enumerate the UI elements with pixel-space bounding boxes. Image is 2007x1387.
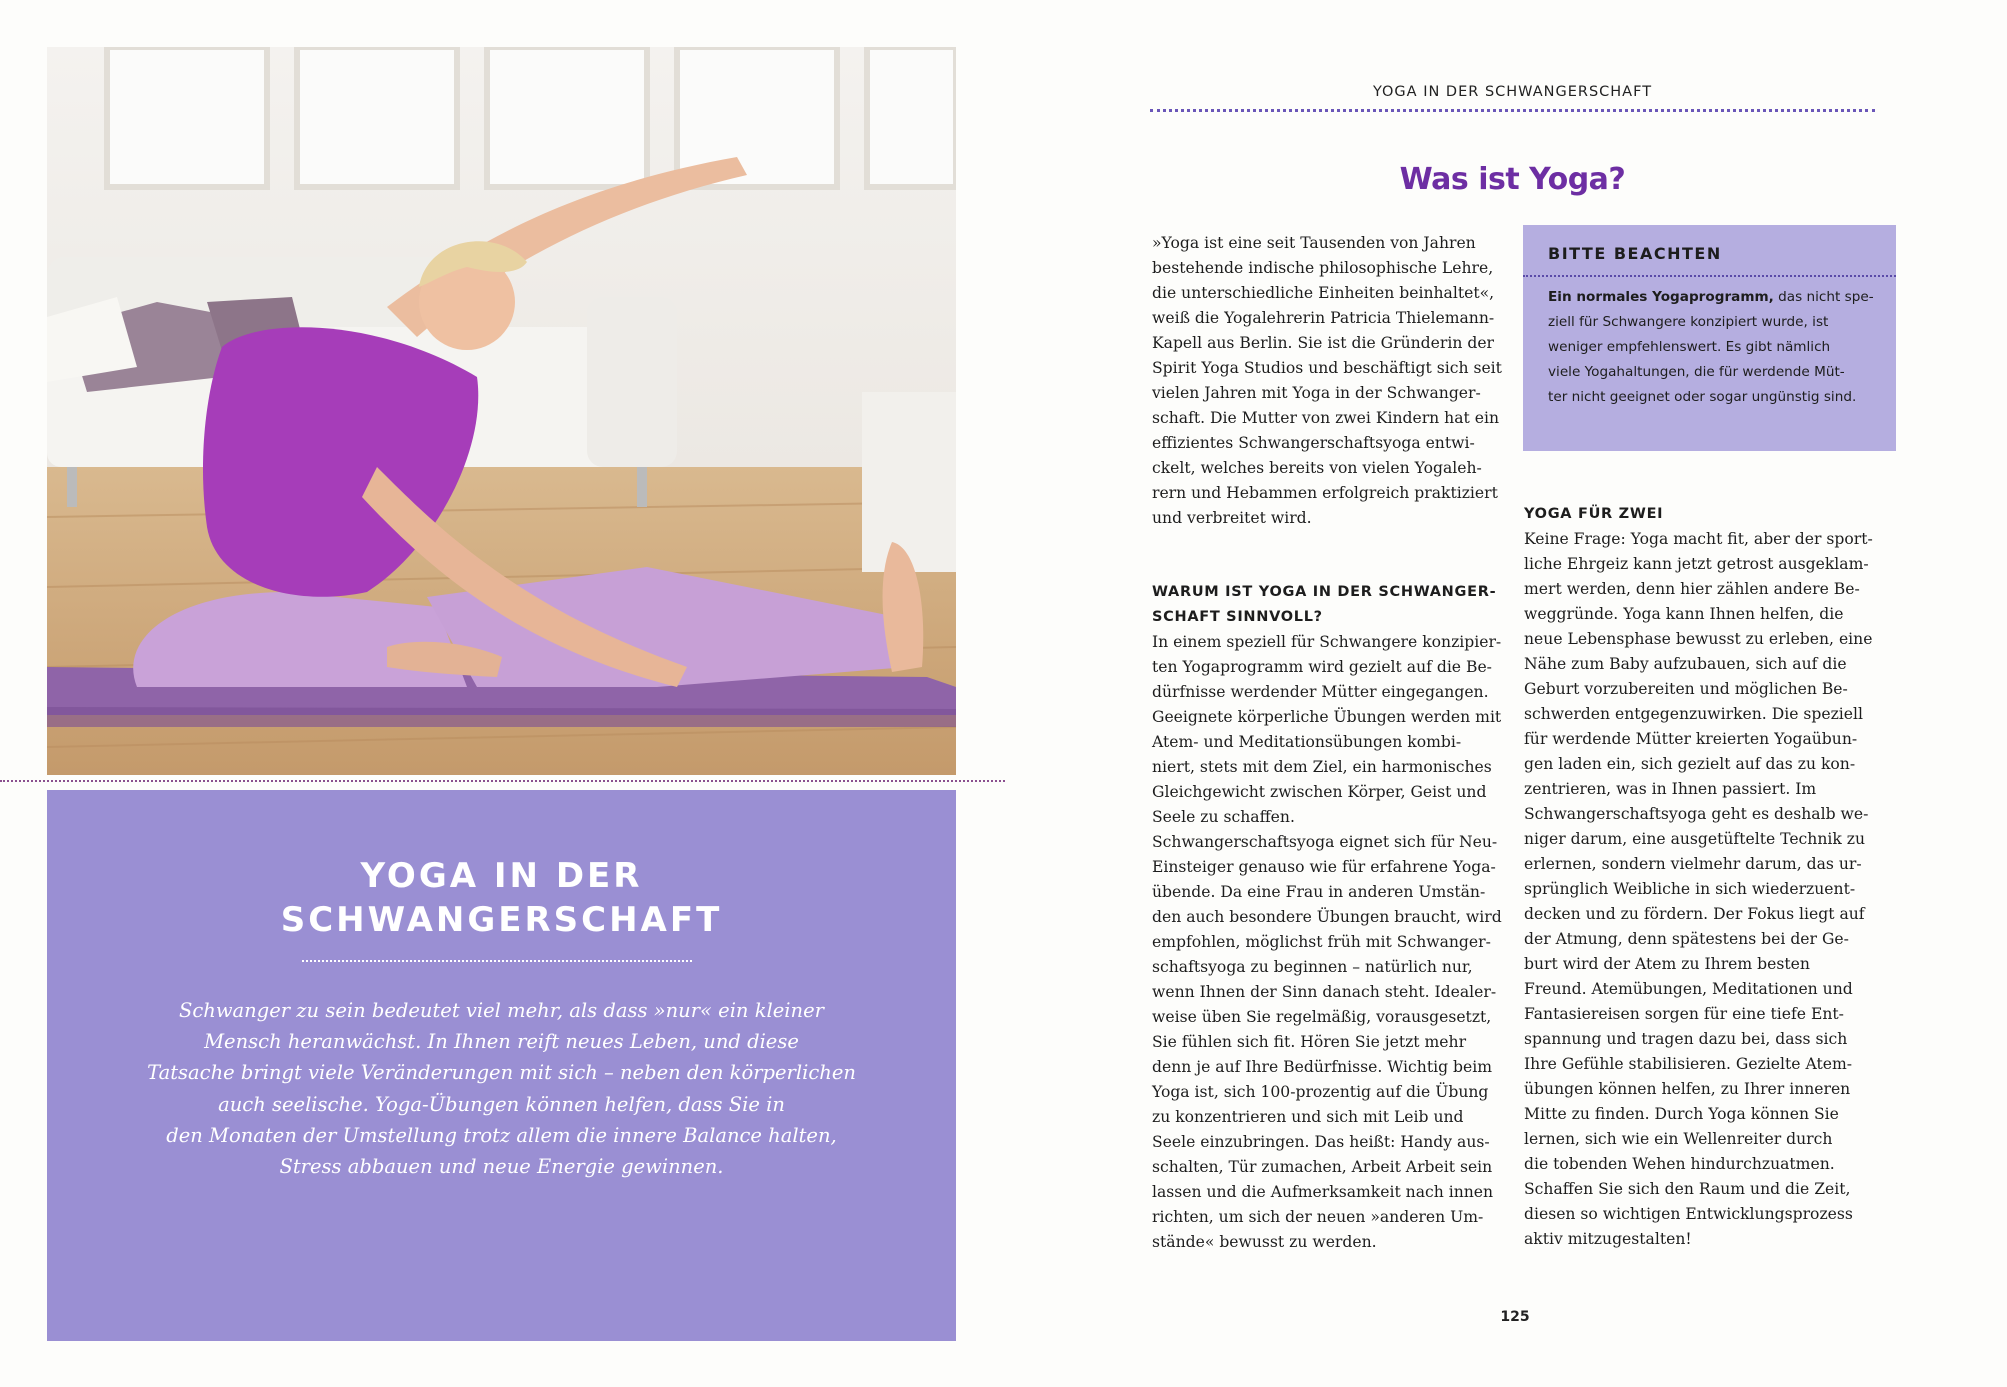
yoga-photo	[47, 47, 956, 775]
text-line: spannung und tragen dazu bei, dass sich	[1524, 1030, 1848, 1048]
text-line: liche Ehrgeiz kann jetzt getrost ausgeklam-	[1524, 555, 1869, 573]
section-1-text	[1152, 630, 1504, 1255]
text-line: stände« bewusst zu werden.	[1152, 1233, 1377, 1251]
intro-title	[47, 854, 956, 942]
page-title: Was ist Yoga?	[1399, 162, 1626, 197]
note-box	[1523, 225, 1896, 451]
text-line: die tobenden Wehen hindurchzuatmen.	[1524, 1155, 1835, 1173]
text-line: Ihre Gefühle stabilisieren. Gezielte Atem-	[1524, 1055, 1853, 1073]
text-line: Sie fühlen sich fit. Hören Sie jetzt mehr	[1152, 1033, 1467, 1051]
text-line: denn je auf Ihre Bedürfnisse. Wichtig beim	[1152, 1058, 1492, 1076]
text-line: niger darum, eine ausgetüftelte Technik zu	[1524, 830, 1866, 848]
note-text-line: ziell für Schwangere konzipiert wurde, ist	[1548, 314, 1829, 330]
text-line: Yoga ist, sich 100-prozentig auf die Übung	[1152, 1083, 1489, 1101]
text-line: In einem speziell für Schwangere konzipier-	[1152, 633, 1502, 651]
text-line: die unterschiedliche Einheiten beinhaltet«,	[1152, 284, 1495, 302]
intro-text-line: Mensch heranwächst. In Ihnen reift neues Leben, und diese	[204, 1030, 799, 1054]
text-line: ckelt, welches bereits von vielen Yogaleh-	[1152, 459, 1482, 477]
text-line: der Atmung, denn spätestens bei der Ge-	[1524, 930, 1849, 948]
page-number: 125	[1500, 1309, 1530, 1325]
left-page-divider	[0, 780, 1005, 782]
section-2-heading	[1524, 502, 1663, 527]
note-bold-lead: Ein normales Yogaprogramm,	[1548, 289, 1774, 305]
text-line: Schaffen Sie sich den Raum und die Zeit,	[1524, 1180, 1851, 1198]
intro-text-line: auch seelische. Yoga-Übungen können helfen, dass Sie in	[218, 1092, 785, 1116]
note-first-line-rest: das nicht spe-	[1773, 289, 1874, 305]
text-line: Keine Frage: Yoga macht fit, aber der sport-	[1524, 530, 1873, 548]
text-line: übungen können helfen, zu Ihrer inneren	[1524, 1080, 1851, 1098]
section-2-heading-text: YOGA FÜR ZWEI	[1524, 506, 1664, 522]
note-title: BITTE BEACHTEN	[1548, 244, 1722, 263]
text-line: Geeignete körperliche Übungen werden mit	[1152, 708, 1502, 726]
text-line: rern und Hebammen erfolgreich praktiziert	[1152, 484, 1498, 502]
text-line: Schwangerschaftsyoga eignet sich für Neu-	[1152, 833, 1498, 851]
text-line: weise üben Sie regelmäßig, vorausgesetzt,	[1152, 1008, 1492, 1026]
intro-text-line: Stress abbauen und neue Energie gewinnen.	[279, 1155, 724, 1179]
text-line: den auch besondere Übungen braucht, wird	[1152, 908, 1502, 926]
text-line: effizientes Schwangerschaftsyoga entwi-	[1152, 434, 1475, 452]
text-line: schalten, Tür zumachen, Arbeit Arbeit sein	[1152, 1158, 1493, 1176]
text-line: sprünglich Weibliche in sich wiederzuent-	[1524, 880, 1856, 898]
running-head-rule	[1150, 109, 1875, 112]
text-line: Seele einzubringen. Das heißt: Handy aus-	[1152, 1133, 1490, 1151]
text-line: Geburt vorzubereiten und möglichen Be-	[1524, 680, 1848, 698]
text-line: ten Yogaprogramm wird gezielt auf die Be-	[1152, 658, 1492, 676]
intro-text-line: den Monaten der Umstellung trotz allem die innere Balance halten,	[166, 1123, 837, 1147]
text-line: Kapell aus Berlin. Sie ist die Gründerin der	[1152, 334, 1494, 352]
text-line: Fantasiereisen sorgen für eine tiefe Ent-	[1524, 1005, 1844, 1023]
note-text-line	[1548, 285, 1888, 310]
text-line: übende. Da eine Frau in anderen Umstän-	[1152, 883, 1486, 901]
text-line: weggründe. Yoga kann Ihnen helfen, die	[1524, 605, 1844, 623]
section-2-text	[1524, 527, 1876, 1252]
text-line: zentrieren, was in Ihnen passiert. Im	[1524, 780, 1817, 798]
intro-text-line: Schwanger zu sein bedeutet viel mehr, als dass »nur« ein kleiner	[179, 999, 824, 1022]
text-line: gen laden ein, sich gezielt auf das zu kon-	[1524, 755, 1856, 773]
text-line: Gleichgewicht zwischen Körper, Geist und	[1152, 783, 1487, 801]
note-text	[1548, 285, 1888, 410]
text-line: niert, stets mit dem Ziel, ein harmonisches	[1152, 758, 1492, 776]
note-text-line: ter nicht geeignet oder sogar ungünstig sind.	[1548, 389, 1857, 405]
text-line: lassen und die Aufmerksamkeit nach innen	[1152, 1183, 1494, 1201]
text-line: vielen Jahren mit Yoga in der Schwanger-	[1152, 384, 1481, 402]
section-1-heading-line: WARUM IST YOGA IN DER SCHWANGER-	[1152, 584, 1497, 600]
text-line: Atem- und Meditationsübungen kombi-	[1152, 733, 1462, 751]
text-line: neue Lebensphase bewusst zu erleben, eine	[1524, 630, 1873, 648]
text-line: Schwangerschaftsyoga geht es deshalb we-	[1524, 805, 1869, 823]
text-line: erlernen, sondern vielmehr darum, das ur-	[1524, 855, 1862, 873]
text-line: diesen so wichtigen Entwicklungsprozess	[1524, 1205, 1853, 1223]
text-line: für werdende Mütter kreierten Yogaübun-	[1524, 730, 1858, 748]
text-line: bestehende indische philosophische Lehre,	[1152, 259, 1494, 277]
text-line: decken und zu fördern. Der Fokus liegt auf	[1524, 905, 1865, 923]
text-line: schwerden entgegenzuwirken. Die speziell	[1524, 705, 1863, 723]
intro-text-line: Tatsache bringt viele Veränderungen mit sich – neben den körperlichen	[147, 1061, 856, 1085]
pregnant-woman-yoga-image	[47, 47, 956, 775]
intro-title-line: YOGA IN DER	[360, 856, 643, 896]
text-line: Spirit Yoga Studios und beschäftigt sich seit	[1152, 359, 1502, 377]
text-line: Seele zu schaffen.	[1152, 808, 1295, 826]
running-head: YOGA IN DER SCHWANGERSCHAFT	[1372, 84, 1653, 100]
text-line: lernen, sich wie ein Wellenreiter durch	[1524, 1130, 1833, 1148]
text-line: richten, um sich der neuen »anderen Um-	[1152, 1208, 1484, 1226]
text-line: schaft. Die Mutter von zwei Kindern hat ein	[1152, 409, 1499, 427]
section-1-heading-line: SCHAFT SINNVOLL?	[1152, 609, 1323, 625]
note-text-line: viele Yogahaltungen, die für werdende Müt-	[1548, 364, 1845, 380]
intro-dotted-rule	[302, 960, 692, 962]
text-line: zu konzentrieren und sich mit Leib und	[1152, 1108, 1464, 1126]
paragraph-1	[1152, 231, 1504, 531]
text-line: und verbreitet wird.	[1152, 509, 1312, 527]
intro-text	[147, 995, 856, 1182]
text-line: schaftsyoga zu beginnen – natürlich nur,	[1152, 958, 1473, 976]
text-line: aktiv mitzugestalten!	[1524, 1230, 1692, 1248]
text-line: Mitte zu finden. Durch Yoga können Sie	[1524, 1105, 1839, 1123]
text-line: Nähe zum Baby aufzubauen, sich auf die	[1524, 655, 1847, 673]
text-line: wenn Ihnen der Sinn danach steht. Idealer-	[1152, 983, 1497, 1001]
text-line: dürfnisse werdender Mütter eingegangen.	[1152, 683, 1489, 701]
text-line: mert werden, denn hier zählen andere Be-	[1524, 580, 1860, 598]
intro-title-line: SCHWANGERSCHAFT	[280, 900, 723, 940]
note-text-line: weniger empfehlenswert. Es gibt nämlich	[1548, 339, 1831, 355]
intro-box	[47, 790, 956, 1341]
text-line: Freund. Atemübungen, Meditationen und	[1524, 980, 1853, 998]
text-line: burt wird der Atem zu Ihrem besten	[1524, 955, 1810, 973]
note-dotted-rule	[1523, 275, 1896, 277]
text-line: Einsteiger genauso wie für erfahrene Yoga-	[1152, 858, 1496, 876]
text-line: empfohlen, möglichst früh mit Schwanger-	[1152, 933, 1491, 951]
text-line: weiß die Yogalehrerin Patricia Thielemann-	[1152, 309, 1495, 327]
text-line: »Yoga ist eine seit Tausenden von Jahren	[1152, 234, 1476, 252]
section-1-heading	[1152, 580, 1496, 630]
